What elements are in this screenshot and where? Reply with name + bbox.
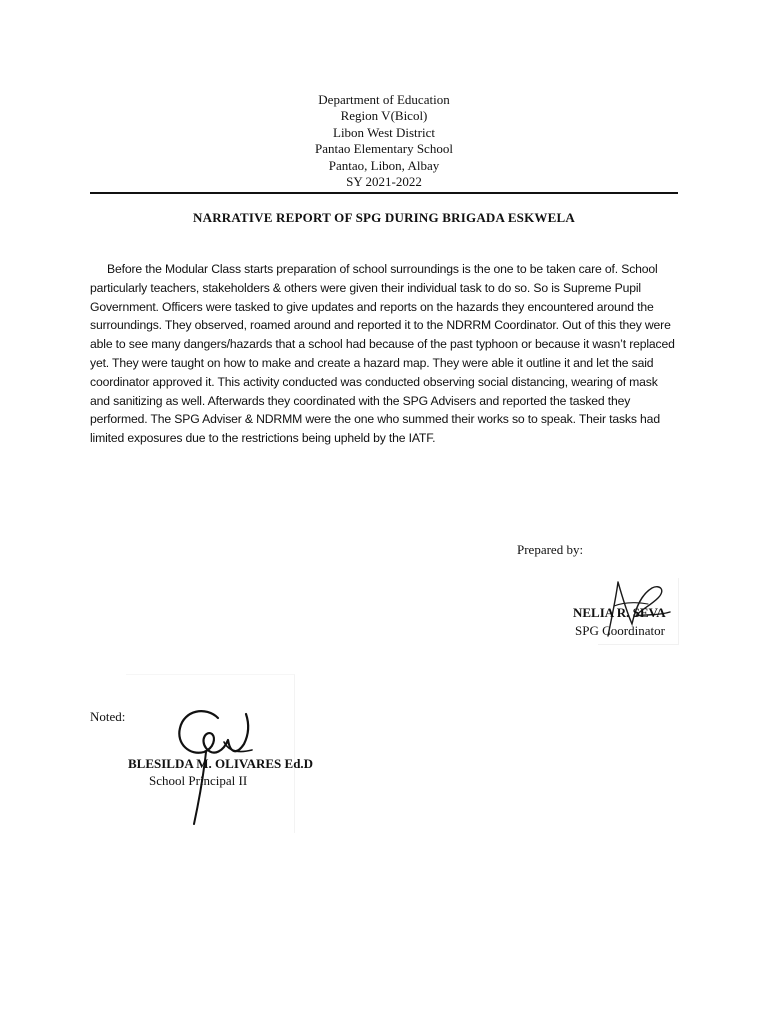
letterhead-address: Pantao, Libon, Albay xyxy=(328,157,440,173)
preparer-name: NELIA R. SEVA xyxy=(573,605,666,620)
letterhead xyxy=(0,92,768,190)
prepared-by-label: Prepared by: xyxy=(517,542,584,557)
principal-name: BLESILDA M. OLIVARES Ed.D xyxy=(128,756,314,771)
preparer-position: SPG Coordinator xyxy=(575,623,665,638)
letterhead-department: Department of Education xyxy=(318,92,450,107)
letterhead-school-year: SY 2021-2022 xyxy=(346,174,422,190)
report-body: Before the Modular Class starts preparation of school surroundings is the one to be taken care of. School particularly teachers, stakeholders & others were given their individual task to do so. So is Supreme Pupil Government. Officers were tasked to give updates and reports on the hazards they encountered around the surroundings. They observed, roamed around and reported it to the NDRRM Coordinator. Out of this they were able to see many dangers/hazards that a school had because of the past typhoon or because it wasn’t replaced yet. They were taught on how to make and create a hazard map. They were able it outline it and let the said coordinator approved it. This activity conducted was conducted observing social distancing, wearing of mask and sanitizing as well. Afterwards they coordinated with the SPG Advisers and reported the tasked they performed. The SPG Adviser & NDRMM were the one who summed their works so to speak. Their tasks had limited exposures due to the restrictions being upheld by the IATF. xyxy=(90,262,675,446)
letterhead-school: Pantao Elementary School xyxy=(315,141,453,157)
letterhead-region: Region V(Bicol) xyxy=(340,108,428,124)
report-title: NARRATIVE REPORT OF SPG DURING BRIGADA ESKWELA xyxy=(193,210,575,225)
noted-label: Noted: xyxy=(90,709,126,724)
letterhead-district: Libon West District xyxy=(333,124,435,140)
principal-position: School Principal II xyxy=(149,773,248,788)
header-divider xyxy=(90,192,678,194)
